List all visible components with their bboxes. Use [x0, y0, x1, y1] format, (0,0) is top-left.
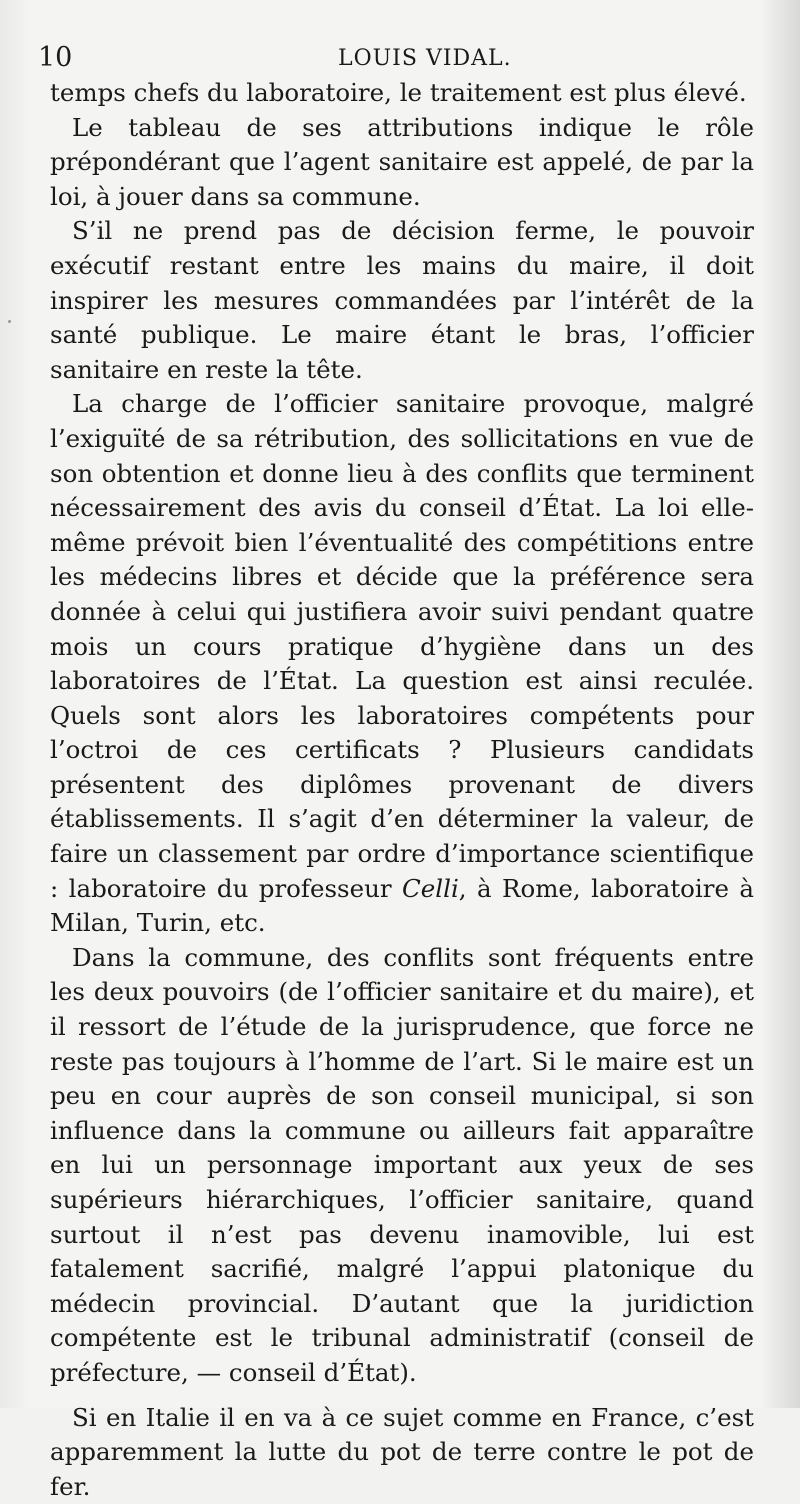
page-number: 10	[38, 42, 73, 73]
body-text	[50, 76, 754, 1504]
paragraph-continued: temps chefs du laboratoire, le traitement est plus élevé.	[50, 78, 747, 107]
paragraph: La charge de l’officier sanitaire provoque, malgré l’exiguïté de sa rétribution, des sollicitations en vue de son obtention et donne lieu à des conflits que terminent nécessairement des avis du conseil d’État. La loi elle-même prévoit bien l’éventualité des compétitions entre les médecins libres et décide que la préférence sera donnée à celui qui justifiera avoir suivi pendant quatre mois un cours pratique d’hygiène dans un des laboratoires de l’État. La question est ainsi reculée. Quels sont alors les laboratoires compétents pour l’octroi de ces certificats ? Plusieurs candidats présentent des diplômes provenant de divers établissements. Il s’agit d’en déterminer la valeur, de faire un classement par ordre d’importance scientifique : laboratoire du professeur Celli, à Rome, laboratoire à Milan, Turin, etc.	[50, 389, 754, 938]
paragraph: Si en Italie il en va à ce sujet comme en France, c’est apparemment la lutte du pot de terre contre le pot de fer.	[50, 1402, 754, 1501]
paragraph: S’il ne prend pas de décision ferme, le pouvoir exécutif restant entre les mains du maire, il doit inspirer les mesures commandées par l’intérêt de la santé publique. Le maire étant le bras, l’officier sanitaire en reste la tête.	[50, 216, 754, 384]
paragraph: Dans la commune, des conflits sont fréquents entre les deux pouvoirs (de l’officier sanitaire et du maire), et il ressort de l’étude de la jurisprudence, que force ne reste pas toujours à l’homme de l’art. Si le maire est un peu en cour auprès de son conseil municipal, si son influence dans la commune ou ailleurs fait apparaître en lui un personnage important aux yeux de ses supérieurs hiérarchiques, l’officier sanitaire, quand surtout il n’est pas devenu inamovible, lui est fatalement sacrifié, malgré l’appui platonique du médecin provincial. D’autant que la juridiction compétente est le tribunal administratif (conseil de préfecture, — conseil d’État).	[50, 942, 754, 1387]
paragraph: Le tableau de ses attributions indique le rôle prépondérant que l’agent sanitaire est appelé, de par la loi, à jouer dans sa commune.	[50, 112, 754, 211]
page-header	[38, 38, 760, 78]
paper-speck	[8, 320, 11, 323]
italic-name-celli: Celli	[402, 873, 459, 903]
running-title: LOUIS VIDAL.	[338, 46, 512, 71]
